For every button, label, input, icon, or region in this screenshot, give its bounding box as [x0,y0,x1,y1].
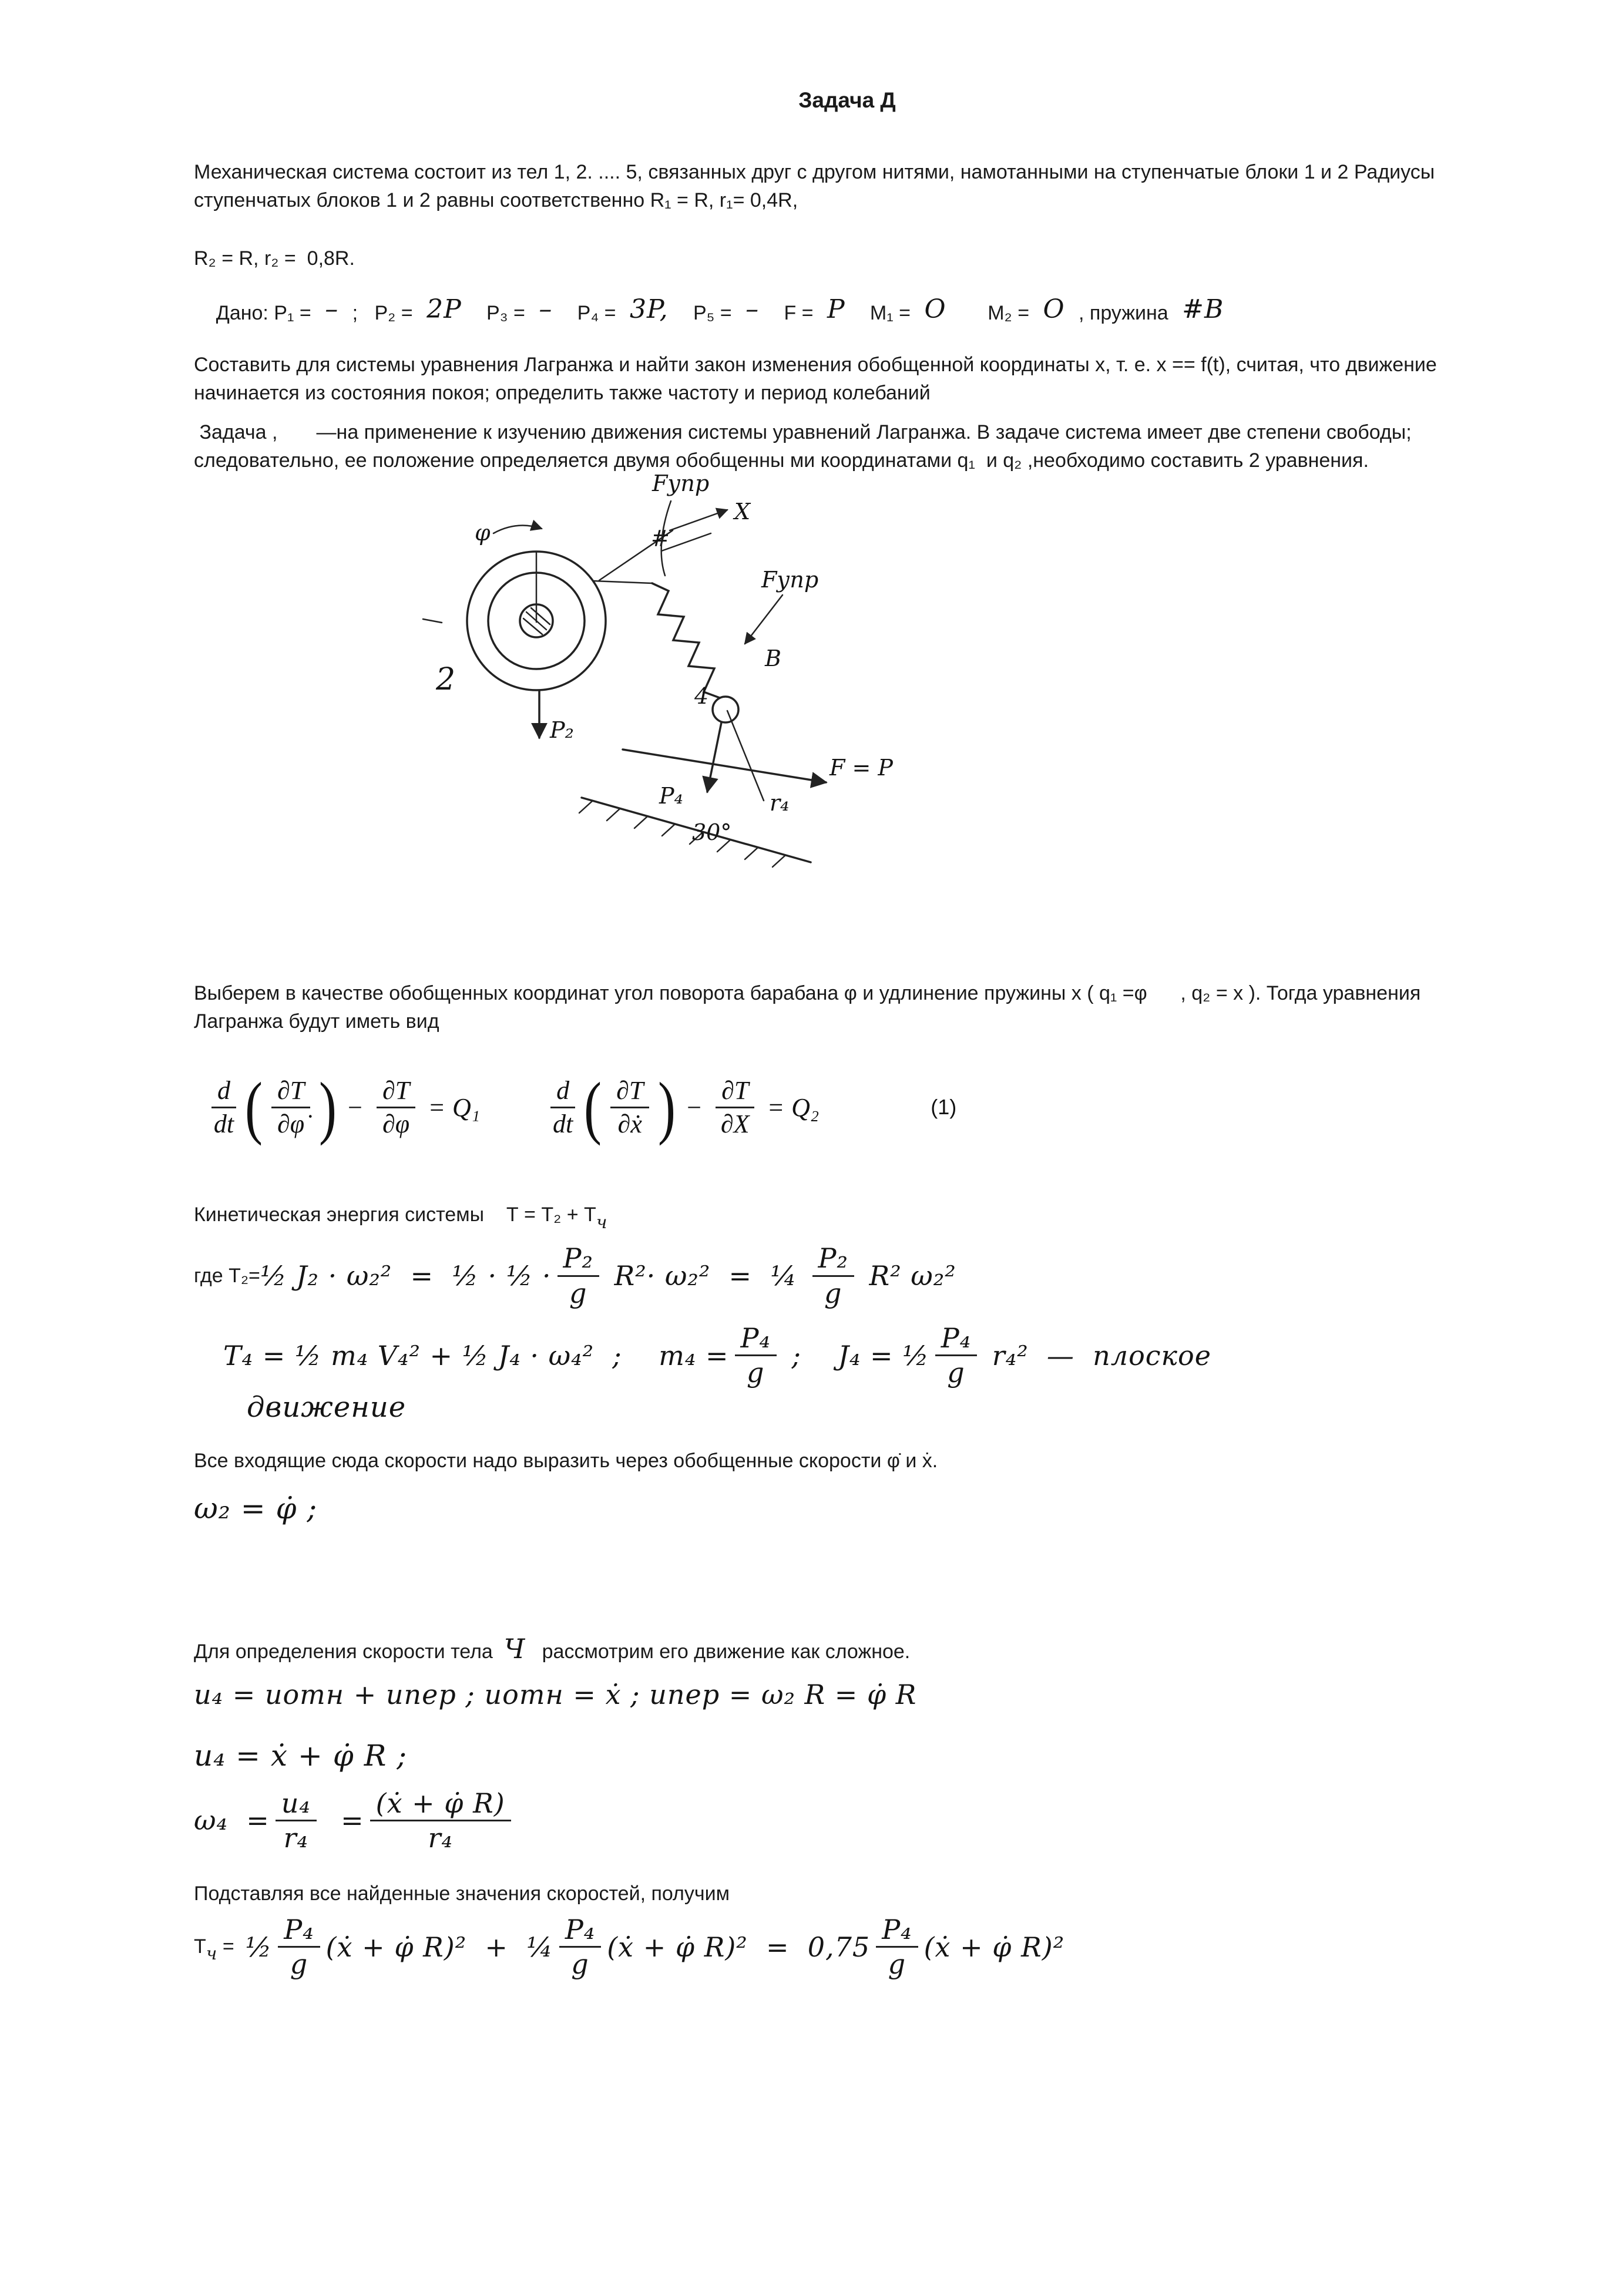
phi-label: φ [475,520,491,546]
hub-hatch [523,618,542,634]
p4-weight-arrow [707,722,721,792]
formula-term: ω₄ = [194,1804,270,1837]
handwritten-fraction: $\frac{\text{Р₄}}{g}$ [559,1915,601,1979]
given-label: , пружина [1073,302,1174,325]
hash-mark-label: # [651,526,670,552]
ddt-fraction: $\frac{d}{dt}$ [211,1077,236,1138]
handwritten-fraction: $\frac{\text{Р₄}}{g}$ [876,1915,918,1979]
given-value-handwritten: 2P [426,294,462,325]
given-value-handwritten: O [924,294,946,325]
incline-hatch [773,855,785,867]
equals-operator: = [768,1092,784,1122]
equation-number: (1) [931,1095,957,1120]
substitution-paragraph: Подставляя все найденные значения скоростей, получим [194,1882,730,1905]
lagrange-equations: $\frac{d}{dt}$ ( $\frac{\partial T}{\partial\varphi̇}$ ) − $\frac{\partial T}{\partial\varphi}$ = Q₁ $\frac{d}{dt}$ ( $\frac{\partial T}{\text{∂ẋ}}$ ) − $\frac{\partial T}{\partial X}$ = Q₂ (1) [206,1077,1500,1138]
kinetic-label: Кинетическая энергия системы [194,1203,485,1226]
body4-velocity-post: рассмотрим его движение как сложное. [525,1641,911,1663]
omega4-formula [194,1789,1500,1853]
handwritten-fraction: $\frac{\text{u₄}}{\text{r₄}}$ [276,1789,317,1853]
formula-t2 [194,1244,1500,1307]
formula-term: (ẋ + φ̇ R)² = 0,75 [607,1931,871,1963]
formula-term: ½ [245,1931,273,1963]
kinetic-sub-handwritten: ч [596,1212,607,1233]
kinetic-equation: Т = Т₂ + Т [484,1203,596,1226]
omega2-formula: ω₂ = φ̇ ; [194,1491,318,1526]
handwritten-fraction: $\frac{\text{(ẋ + φ̇ R)}}{\text{r₄}}$ [370,1789,511,1853]
partial-fraction: $\frac{\partial T}{\partial\varphi}$ [377,1077,415,1138]
t-sub-handwritten: ч [206,1944,217,1965]
spring-zigzag [652,583,720,698]
given-label: Р₄ = [560,302,622,325]
incline-angle-label: 30° [692,819,732,846]
formula-term: ; J₄ = ½ [782,1339,929,1371]
given-label: М₁ = [853,302,916,325]
intro-paragraph: Механическая система состоит из тел 1, 2. .... 5, связанных друг с другом нитями, намотанными на ступенчатые блоки 1 и 2 Радиусы ступенчатых блоков 1 и 2 равны соответственно R₁ = R, r₁= 0,4R, [194,161,1440,211]
r4-radius-line [727,711,764,801]
handwritten-fraction: $\frac{\text{Р₂}}{g}$ [558,1244,599,1307]
minus-operator: − [348,1092,362,1122]
partial-fraction: $\frac{\partial T}{\partial X}$ [716,1077,754,1138]
where-t2-label: где Т₂= [194,1264,260,1287]
q2-symbol: Q₂ [791,1092,820,1122]
point-b-label: B [765,646,781,672]
body4-number-handwritten: Ч [503,1633,526,1665]
diagram-sketch [405,475,899,880]
final-t4-formula [194,1915,1500,1979]
formula-term: (ẋ + φ̇ R)² + ¼ [325,1931,553,1963]
velocities-paragraph: Все входящие сюда скорости надо выразить через обобщенные скорости φ̇ и ẋ. [194,1449,938,1472]
formula-t4 [223,1324,1500,1387]
body4-velocity-line [194,1630,1500,1668]
equals-operator: = [429,1092,445,1122]
given-value-handwritten: – [745,294,760,325]
incline-hatch [662,824,675,836]
body-4-roller [713,697,738,722]
body4-velocity-pre: Для определения скорости тела [194,1641,504,1663]
stray-tick [423,619,442,623]
formula-term: ½ J₂ · ω₂² = ½ · ½ · [260,1260,552,1292]
t-label: Т [194,1935,206,1958]
handwritten-fraction: $\frac{\text{Р₄}}{g}$ [735,1324,777,1387]
x-axis-arrow [670,510,727,530]
cord-line [593,581,652,583]
hub-hatch [531,608,550,624]
explanation-paragraph: Задача , —на применение к изучению движения системы уравнений Лагранжа. В задаче система имеет две степени свободы; следовательно, ее положение определяется двумя обобщенны ми координатами q₁ и q₂ ,необходимо составить 2 уравнения. [194,421,1418,472]
u4-composition-formula: u₄ = uотн + uпер ; uотн = ẋ ; uпер = ω₂ R = φ̇ R [194,1678,917,1710]
t-equals: = [217,1935,246,1958]
handwritten-fraction: $\frac{\text{Р₂}}{g}$ [812,1244,854,1307]
applied-force-arrow [623,749,826,782]
formula-term: (ẋ + φ̇ R)² [923,1931,1065,1963]
given-label: Дано: Р₁ = [216,302,317,325]
formula-term: r₄² — плоское [983,1339,1211,1371]
spring-force-arrow [745,595,783,644]
plane-motion-note: движение [247,1390,407,1424]
given-value-handwritten: – [325,294,339,325]
generalized-coordinates-paragraph: Выберем в качестве обобщенных координат угол поворота барабана φ и удлинение пружины x ( q₁ =φ , q₂ = x ). Тогда уравнения Лагранжа будут иметь вид [194,982,1426,1033]
incline-hatch [745,848,758,859]
body-4-label: 4 [694,683,709,710]
page-title: Задача Д [798,88,896,112]
kinetic-energy-line [194,1201,1500,1233]
given-label: ; Р₂ = [347,302,419,325]
partial-fraction: $\frac{\partial T}{\text{∂ẋ}}$ [610,1077,649,1138]
formula-term: R²· ω₂² = ¼ [604,1260,807,1292]
p2-label: Р₂ [550,717,574,744]
handwritten-fraction: $\frac{\text{Р₄}}{g}$ [278,1915,320,1979]
r4-label: r₄ [770,790,790,816]
handwritten-fraction: $\frac{\text{Р₄}}{g}$ [935,1324,977,1387]
hand-drawn-mechanism-diagram [405,475,1500,880]
p4-label: Р₄ [659,783,683,809]
pulley-number-label: 2 [436,662,456,698]
incline-hatch [634,816,647,828]
given-label: Р₅ = [676,302,738,325]
q1-symbol: Q₁ [452,1092,481,1122]
given-data-line [194,275,1500,348]
phi-rotation-arrow [493,526,542,533]
radii-line: R₂ = R, r₂ = 0,8R. [194,247,355,270]
partial-fraction: $\frac{\partial T}{\partial\varphi̇}$ [271,1077,310,1138]
task-paragraph: Составить для системы уравнения Лагранжа и найти закон изменения обобщенной координаты x, т. е. x == f(t), считая, что движение начинается из состояния покоя; определить также частоту и период колебаний [194,353,1443,404]
force-f-label: F = P [829,755,893,781]
spring-force-top-label: Fупр [652,475,710,497]
given-value-handwritten: 3P, [629,294,669,325]
ddt-fraction: $\frac{d}{dt}$ [550,1077,575,1138]
given-label: Р₃ = [469,302,531,325]
formula-term: R² ω₂² [859,1260,956,1292]
given-label: F = [767,302,819,325]
incline-hatch [579,801,592,813]
x-label: X [734,499,751,525]
spring-force-right-label: Fупр [761,567,819,593]
given-value-handwritten: O [1043,294,1065,325]
given-label: М₂ = [954,302,1035,325]
given-value-handwritten: P [827,294,845,325]
formula-term: Т₄ = ½ m₄ V₄² + ½ J₄ · ω₄² ; m₄ = [223,1339,729,1371]
u4-result-formula: u₄ = ẋ + φ̇ R ; [194,1738,408,1773]
minus-operator: − [687,1092,702,1122]
incline-hatch [607,809,620,821]
given-value-handwritten: #B [1182,294,1224,325]
formula-term: = [322,1804,364,1837]
given-value-handwritten: – [539,294,553,325]
